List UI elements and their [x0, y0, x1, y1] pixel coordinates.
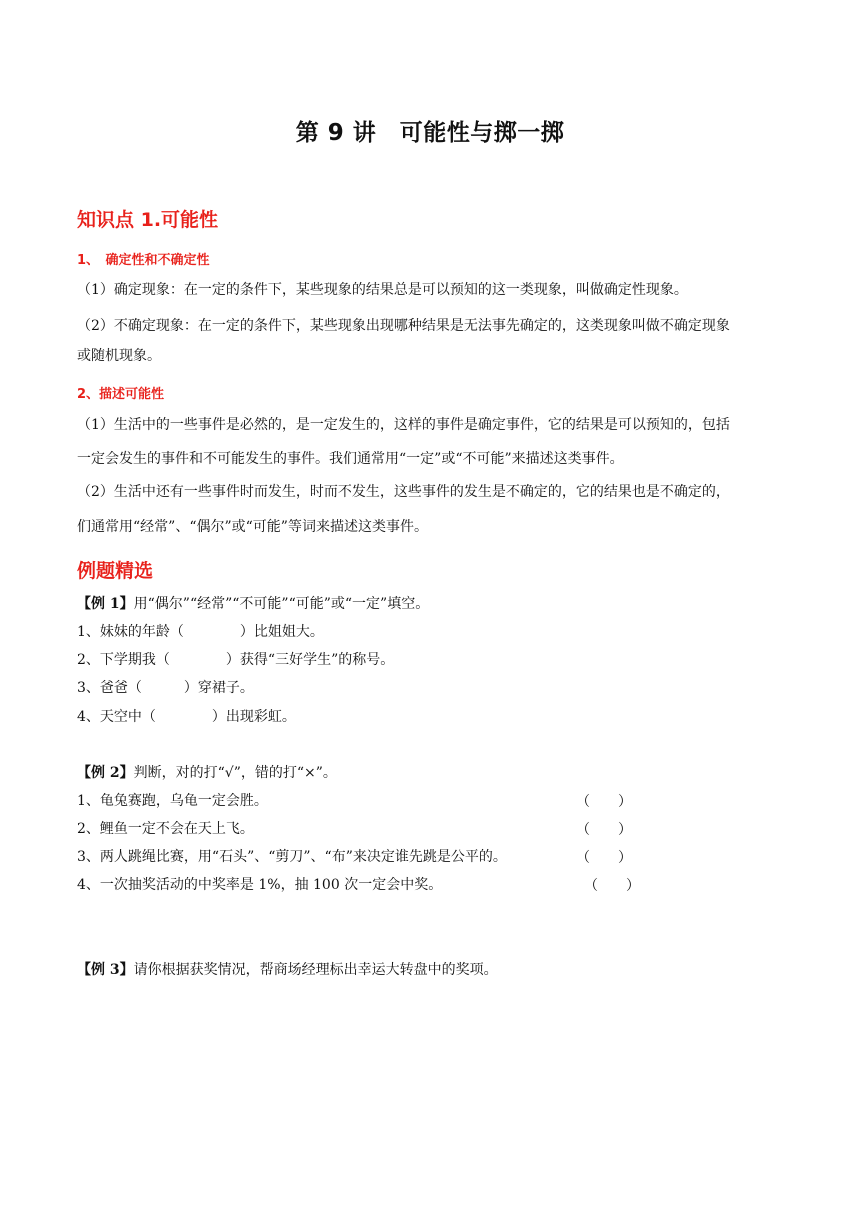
subheading-certainty: 1、 确定性和不确定性 — [77, 253, 210, 268]
example2-prompt — [77, 763, 337, 783]
example1-item: 4、天空中（ ）出现彩虹。 — [77, 709, 296, 725]
example3-text: 请你根据获奖情况，帮商场经理标出幸运大转盘中的奖项。 — [133, 962, 498, 978]
answer-bracket: （ ） — [576, 794, 632, 810]
example2-item: 3、两人跳绳比赛，用“石头”、“剪刀”、“布”来决定谁先跳是公平的。 — [77, 849, 507, 865]
page-title: 第 9 讲 可能性与掷一掷 — [295, 120, 565, 146]
example2-item: 1、龟兔赛跑，乌龟一定会胜。 — [77, 793, 268, 809]
paragraph-certain-events-line2: 一定会发生的事件和不可能发生的事件。我们通常用“一定”或“不可能”来描述这类事件。 — [77, 451, 624, 467]
example3-tag: 【例 3】 — [77, 962, 134, 978]
example1-text: 用“偶尔”“经常”“不可能”“可能”或“一定”填空。 — [133, 596, 430, 612]
example2-item: 4、一次抽奖活动的中奖率是 1%，抽 100 次一定会中奖。 — [77, 877, 443, 893]
example1-tag: 【例 1】 — [77, 596, 134, 612]
example1-item: 2、下学期我（ ）获得“三好学生”的称号。 — [77, 652, 395, 668]
paragraph-uncertain-phenomenon-line1: （2）不确定现象：在一定的条件下，某些现象出现哪种结果是无法事先确定的，这类现象叫做不确定现象 — [77, 318, 730, 334]
example2-tag: 【例 2】 — [77, 765, 134, 781]
paragraph-certain-phenomenon: （1）确定现象：在一定的条件下，某些现象的结果总是可以预知的这一类现象，叫做确定性现象。 — [77, 282, 688, 298]
example2-text: 判断，对的打“√”，错的打“×”。 — [133, 765, 337, 781]
paragraph-certain-events-line1: （1）生活中的一些事件是必然的，是一定发生的，这样的事件是确定事件，它的结果是可以预知的，包括 — [77, 417, 730, 433]
paragraph-uncertain-events-line2: 们通常用“经常”、“偶尔”或“可能”等词来描述这类事件。 — [77, 519, 428, 535]
answer-bracket: （ ） — [576, 850, 632, 866]
example3-prompt — [77, 960, 498, 980]
examples-heading: 例题精选 — [77, 560, 154, 582]
answer-bracket: （ ） — [576, 822, 632, 838]
subheading-describe-possibility: 2、描述可能性 — [77, 387, 165, 402]
paragraph-uncertain-phenomenon-line2: 或随机现象。 — [77, 348, 161, 364]
example2-item: 2、鲤鱼一定不会在天上飞。 — [77, 821, 254, 837]
example1-prompt — [77, 594, 429, 614]
knowledge-heading: 知识点 1.可能性 — [77, 209, 219, 231]
example1-item: 1、妹妹的年龄（ ）比姐姐大。 — [77, 624, 324, 640]
answer-bracket: （ ） — [584, 878, 640, 894]
paragraph-uncertain-events-line1: （2）生活中还有一些事件时而发生，时而不发生，这些事件的发生是不确定的，它的结果也是不确定的， — [77, 484, 730, 500]
example1-item: 3、爸爸（ ）穿裙子。 — [77, 680, 254, 696]
